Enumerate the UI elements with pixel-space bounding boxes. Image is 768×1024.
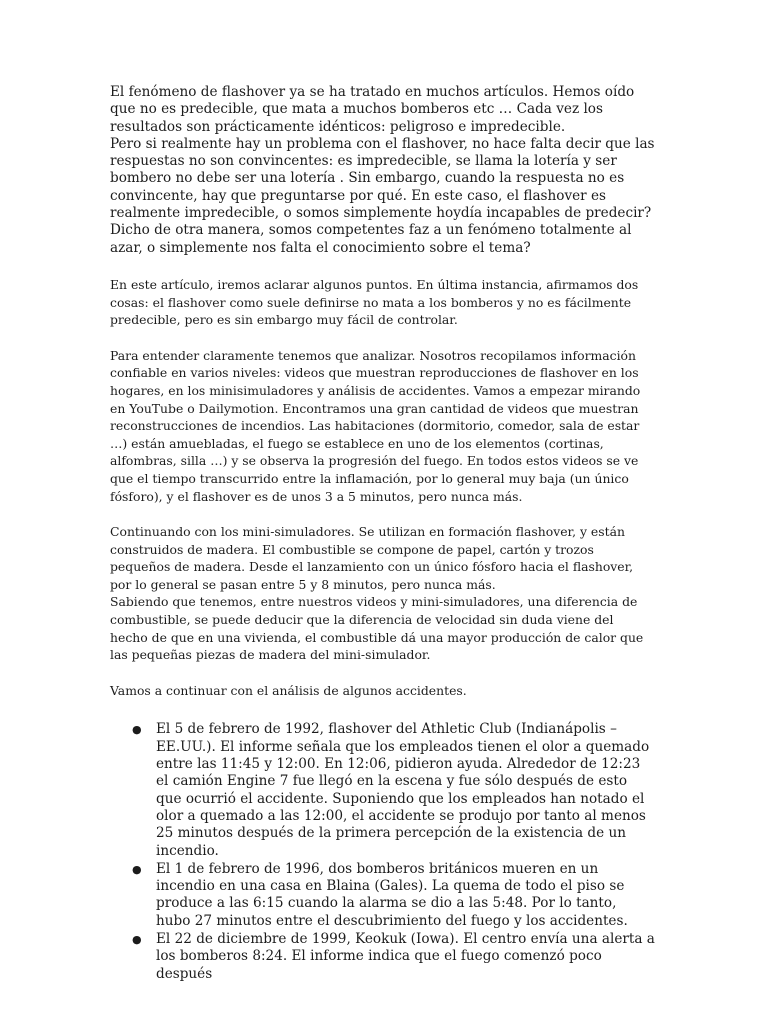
accident-text: El 1 de febrero de 1996, dos bomberos británicos mueren en un incendio en una casa en Blaina (Gales). La quema de todo el piso se produce a las 6:15 cuando la alarma se dio a las 5:48. Por lo tanto, hubo 27 minutos entre el descubrimiento del fuego y los accidentes.	[156, 860, 628, 929]
bullet-icon: ●	[132, 723, 142, 737]
intro-paragraph-1: El fenómeno de flashover ya se ha tratado en muchos artículos. Hemos oído que no es predecible, que mata a muchos bomberos etc … Cada vez los resultados son prácticamente idénticos: peligroso e impredecible.	[110, 84, 635, 135]
article-paragraph-accidents-intro: Vamos a continuar con el análisis de algunos accidentes.	[110, 682, 467, 698]
list-item	[110, 931, 655, 983]
bullet-icon: ●	[132, 862, 142, 876]
article-paragraph-fuel-difference: Sabiendo que tenemos, entre nuestros videos y mini-simuladores, una diferencia de combustible, se puede deducir que la diferencia de velocidad sin duda viene del hecho de que en una vivienda, el combustible dá una mayor producción de calor que las pequeñas piezas de madera del mini-simulador.	[110, 594, 644, 663]
article-paragraph-aims: En este artículo, iremos aclarar algunos puntos. En última instancia, afirmamos dos cosas: el flashover como suele definirse no mata a los bomberos y no es fácilmente predecible, pero es sin embargo muy fácil de controlar.	[110, 276, 639, 328]
list-item	[110, 861, 655, 930]
list-item	[110, 721, 655, 859]
document-body	[110, 84, 655, 984]
accident-text: El 5 de febrero de 1992, flashover del Athletic Club (Indianápolis – EE.UU.). El informe señala que los empleados tienen el olor a quemado entre las 11:45 y 12:00. En 12:06, pidieron ayuda. Alrededor de 12:23 el camión Engine 7 fue llegó en la escena y fue sólo después de esto que ocurrió el accidente. Suponiendo que los empleados han notado el olor a quemado a las 12:00, el accidente se produjo por tanto al menos 25 minutos después de la primera percepción de la existencia de un incendio.	[156, 721, 650, 859]
bullet-icon: ●	[132, 933, 142, 946]
article-paragraph-minisimulators: Continuando con los mini-simuladores. Se utilizan en formación flashover, y están construidos de madera. El combustible se compone de papel, cartón y trozos pequeños de madera. Desde el lanzamiento con un único fósforo hacia el flashover, por lo general se pasan entre 5 y 8 minutos, pero nunca más.	[110, 524, 634, 592]
intro-paragraph-2: Pero si realmente hay un problema con el flashover, no hace falta decir que las respuestas no son convincentes: es impredecible, se llama la lotería y ser bombero no debe ser una lotería . Sin embargo, cuando la respuesta no es convincente, hay que preguntarse por qué. En este caso, el flashover es realmente impredecible, o somos simplemente hoydía incapables de predecir? Dicho de otra manera, somos competentes faz a un fenómeno totalmente al azar, o simplemente nos falta el conocimiento sobre el tema?	[110, 135, 655, 256]
article-paragraph-videos: Para entender claramente tenemos que analizar. Nosotros recopilamos información confiable en varios niveles: videos que muestran reproducciones de flashover en los hogares, en los minisimuladores y análisis de accidentes. Vamos a empezar mirando en YouTube o Dailymotion. Encontramos una gran cantidad de videos que muestran reconstrucciones de incendios. Las habitaciones (dormitorio, comedor, sala de estar …) están amuebladas, el fuego se establece en uno de los elementos (cortinas, alfombras, silla …) y se observa la progresión del fuego. En todos estos videos se ve que el tiempo transcurrido entre la inflamación, por lo general muy baja (un único fósforo), y el flashover es de unos 3 a 5 minutos, pero nunca más.	[110, 347, 641, 504]
accident-text: El 22 de diciembre de 1999, Keokuk (Iowa). El centro envía una alerta a los bomberos 8:24. El informe indica que el fuego comenzó poco después	[156, 931, 655, 982]
accidents-list	[110, 721, 655, 982]
